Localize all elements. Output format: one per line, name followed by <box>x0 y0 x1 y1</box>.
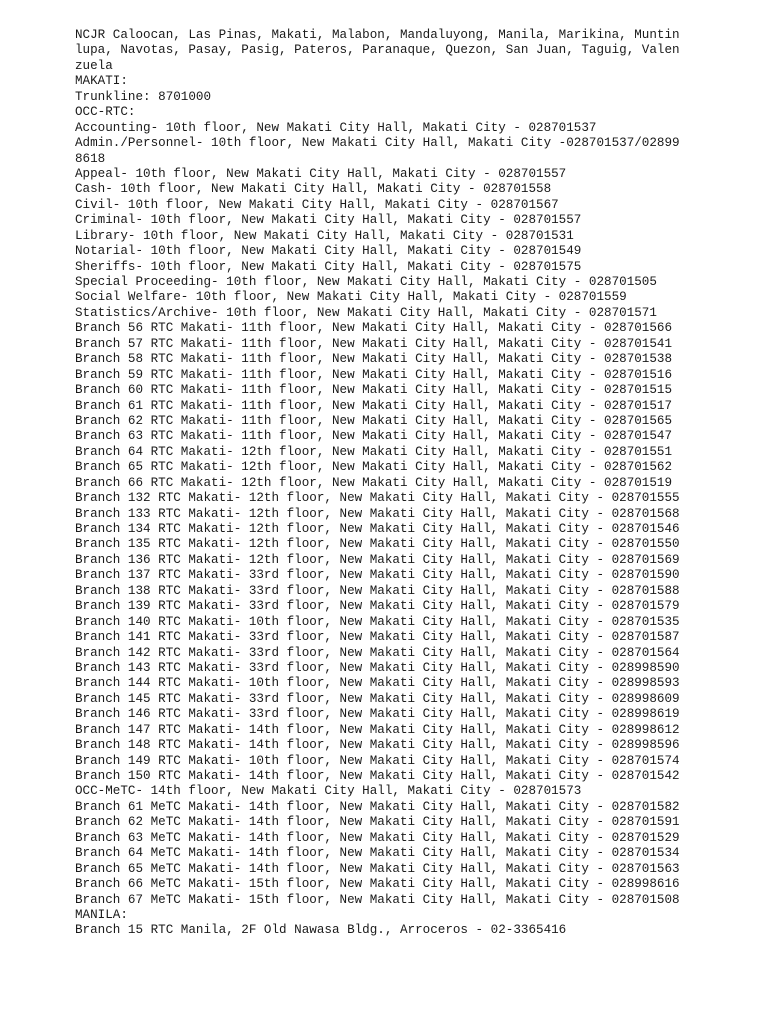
text-line: OCC-MeTC- 14th floor, New Makati City Hall, Makati City - 028701573 <box>75 784 582 799</box>
text-line: Statistics/Archive- 10th floor, New Makati City Hall, Makati City - 028701571 <box>75 305 657 320</box>
text-line: Admin./Personnel- 10th floor, New Makati City Hall, Makati City -028701537/02899 <box>75 136 680 151</box>
text-line: zuela <box>75 58 113 73</box>
text-line: lupa, Navotas, Pasay, Pasig, Pateros, Paranaque, Quezon, San Juan, Taguig, Valen <box>75 43 680 58</box>
text-line: Branch 62 MeTC Makati- 14th floor, New Makati City Hall, Makati City - 028701591 <box>75 815 680 830</box>
text-line: Special Proceeding- 10th floor, New Makati City Hall, Makati City - 028701505 <box>75 275 657 289</box>
text-line: OCC-RTC: <box>75 105 136 120</box>
text-line: Library- 10th floor, New Makati City Hall, Makati City - 028701531 <box>75 228 574 243</box>
text-line: Branch 59 RTC Makati- 11th floor, New Makati City Hall, Makati City - 028701516 <box>75 367 673 382</box>
text-line: Branch 66 RTC Makati- 12th floor, New Makati City Hall, Makati City - 028701519 <box>75 475 673 490</box>
text-line: Branch 63 MeTC Makati- 14th floor, New Makati City Hall, Makati City - 028701529 <box>75 830 680 845</box>
text-line: Branch 133 RTC Makati- 12th floor, New Makati City Hall, Makati City - 028701568 <box>75 506 680 521</box>
text-line: Branch 148 RTC Makati- 14th floor, New Makati City Hall, Makati City - 028998596 <box>75 738 680 753</box>
text-line: Branch 143 RTC Makati- 33rd floor, New Makati City Hall, Makati City - 028998590 <box>75 660 680 675</box>
text-line: Branch 67 MeTC Makati- 15th floor, New Makati City Hall, Makati City - 028701508 <box>75 892 680 907</box>
text-line: Branch 56 RTC Makati- 11th floor, New Makati City Hall, Makati City - 028701566 <box>75 321 673 336</box>
text-line: Social Welfare- 10th floor, New Makati City Hall, Makati City - 028701559 <box>75 290 627 305</box>
text-line: Branch 134 RTC Makati- 12th floor, New Makati City Hall, Makati City - 028701546 <box>75 522 680 536</box>
text-line: Branch 62 RTC Makati- 11th floor, New Makati City Hall, Makati City - 028701565 <box>75 413 673 428</box>
text-line: Branch 139 RTC Makati- 33rd floor, New Makati City Hall, Makati City - 028701579 <box>75 599 680 614</box>
text-line: Branch 144 RTC Makati- 10th floor, New Makati City Hall, Makati City - 028998593 <box>75 676 680 691</box>
text-line: Civil- 10th floor, New Makati City Hall, Makati City - 028701567 <box>75 197 559 212</box>
text-line: Sheriffs- 10th floor, New Makati City Hall, Makati City - 028701575 <box>75 259 582 274</box>
text-line: Branch 15 RTC Manila, 2F Old Nawasa Bldg., Arroceros - 02-3365416 <box>75 923 567 938</box>
text-line: Branch 132 RTC Makati- 12th floor, New Makati City Hall, Makati City - 028701555 <box>75 491 680 506</box>
text-line: Branch 149 RTC Makati- 10th floor, New Makati City Hall, Makati City - 028701574 <box>75 753 680 768</box>
text-line: Branch 61 RTC Makati- 11th floor, New Makati City Hall, Makati City - 028701517 <box>75 398 673 413</box>
text-line: Cash- 10th floor, New Makati City Hall, Makati City - 028701558 <box>75 182 552 197</box>
text-line: Branch 135 RTC Makati- 12th floor, New Makati City Hall, Makati City - 028701550 <box>75 537 680 552</box>
text-line: Branch 150 RTC Makati- 14th floor, New Makati City Hall, Makati City - 028701542 <box>75 769 680 783</box>
text-line: MANILA: <box>75 907 128 922</box>
text-line: Branch 140 RTC Makati- 10th floor, New Makati City Hall, Makati City - 028701535 <box>75 614 680 629</box>
text-line: Branch 145 RTC Makati- 33rd floor, New Makati City Hall, Makati City - 028998609 <box>75 691 680 706</box>
text-line: Branch 65 MeTC Makati- 14th floor, New Makati City Hall, Makati City - 028701563 <box>75 861 680 876</box>
text-line: Branch 61 MeTC Makati- 14th floor, New Makati City Hall, Makati City - 028701582 <box>75 799 680 814</box>
text-line: MAKATI: <box>75 74 128 89</box>
document-page <box>75 28 695 939</box>
text-line: Branch 64 MeTC Makati- 14th floor, New Makati City Hall, Makati City - 028701534 <box>75 846 680 861</box>
text-line: Criminal- 10th floor, New Makati City Hall, Makati City - 028701557 <box>75 213 582 228</box>
text-line: Branch 64 RTC Makati- 12th floor, New Makati City Hall, Makati City - 028701551 <box>75 444 673 459</box>
text-line: Branch 63 RTC Makati- 11th floor, New Makati City Hall, Makati City - 028701547 <box>75 429 673 444</box>
text-line: Branch 66 MeTC Makati- 15th floor, New Makati City Hall, Makati City - 028998616 <box>75 877 680 892</box>
text-line: Branch 142 RTC Makati- 33rd floor, New Makati City Hall, Makati City - 028701564 <box>75 645 680 660</box>
text-line: Branch 60 RTC Makati- 11th floor, New Makati City Hall, Makati City - 028701515 <box>75 383 673 398</box>
text-line: Branch 137 RTC Makati- 33rd floor, New Makati City Hall, Makati City - 028701590 <box>75 568 680 583</box>
text-line: NCJR Caloocan, Las Pinas, Makati, Malabon, Mandaluyong, Manila, Marikina, Muntin <box>75 28 680 42</box>
text-line: Branch 138 RTC Makati- 33rd floor, New Makati City Hall, Makati City - 028701588 <box>75 583 680 598</box>
text-line: Branch 136 RTC Makati- 12th floor, New Makati City Hall, Makati City - 028701569 <box>75 552 680 567</box>
text-line: Branch 147 RTC Makati- 14th floor, New Makati City Hall, Makati City - 028998612 <box>75 722 680 737</box>
text-line: Branch 141 RTC Makati- 33rd floor, New Makati City Hall, Makati City - 028701587 <box>75 630 680 645</box>
text-line: Branch 146 RTC Makati- 33rd floor, New Makati City Hall, Makati City - 028998619 <box>75 707 680 722</box>
text-line: Accounting- 10th floor, New Makati City Hall, Makati City - 028701537 <box>75 120 597 135</box>
text-line: Appeal- 10th floor, New Makati City Hall, Makati City - 028701557 <box>75 166 567 181</box>
text-line: Branch 57 RTC Makati- 11th floor, New Makati City Hall, Makati City - 028701541 <box>75 336 673 351</box>
text-line: Branch 65 RTC Makati- 12th floor, New Makati City Hall, Makati City - 028701562 <box>75 460 673 475</box>
text-line: 8618 <box>75 151 106 166</box>
text-line: Notarial- 10th floor, New Makati City Hall, Makati City - 028701549 <box>75 244 582 259</box>
text-line: Branch 58 RTC Makati- 11th floor, New Makati City Hall, Makati City - 028701538 <box>75 352 673 367</box>
text-line: Trunkline: 8701000 <box>75 89 212 104</box>
